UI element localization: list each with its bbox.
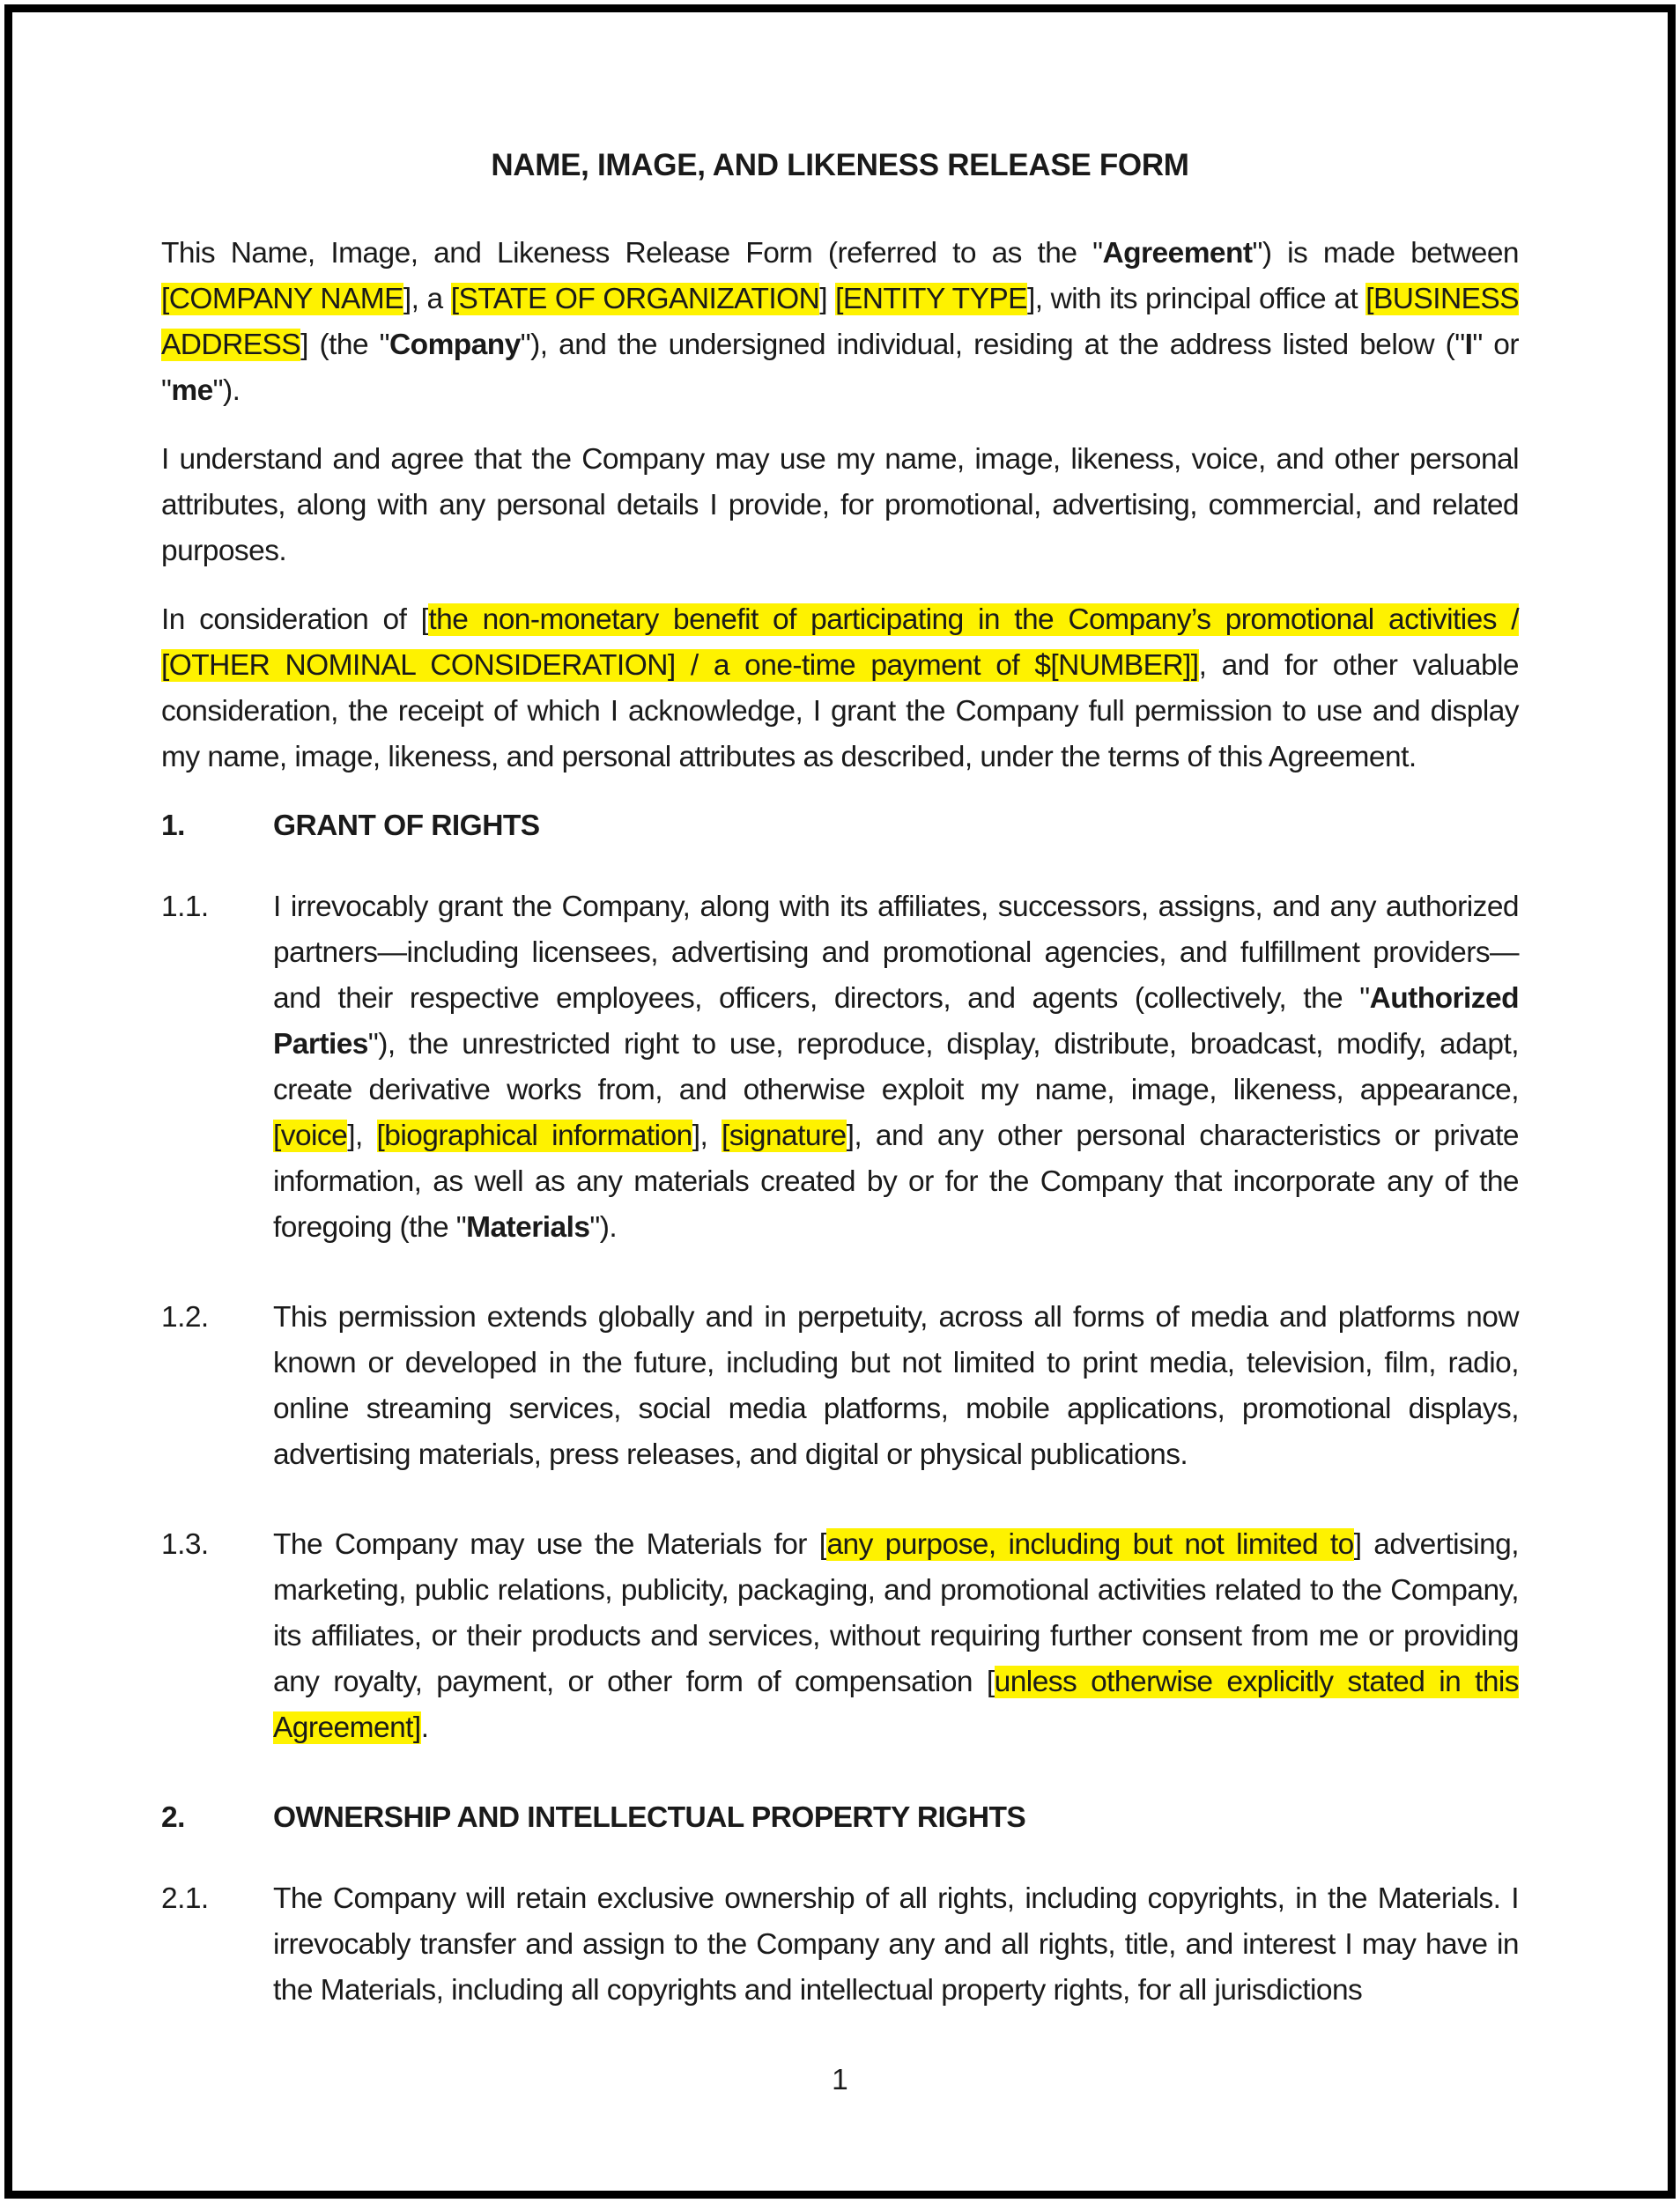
bold-text: Authorized Parties (273, 982, 1519, 1061)
text-run: ] advertising, marketing, public relations, publicity, packaging, and promotional activities related to the Company, its affiliates, or their products and services, without requiring further consent from me or providing any royalty, payment, or other form of compensation [ (273, 1528, 1519, 1698)
section-number: 1. (161, 809, 185, 842)
text-run: "), and the undersigned individual, residing at the address listed below (" (520, 329, 1465, 361)
highlighted-placeholder: [signature (722, 1120, 847, 1152)
text-run: The Company will retain exclusive ownership of all rights, including copyrights, in the Materials. I irrevocably transfer and assign to the Company any and all rights, title, and interest I may have in the Materials, including all copyrights and intellectual property rights, for all jurisdictions (273, 1882, 1519, 2007)
highlighted-placeholder: the non-monetary benefit of participating in the Company’s promotional activities / [OTHER NOMINAL CONSIDERATION] / a one-time payment of $[NUMBER]] (161, 603, 1519, 682)
section-title: GRANT OF RIGHTS (273, 809, 540, 842)
clause-number: 1.1. (161, 891, 209, 923)
bold-text: Materials (466, 1211, 590, 1244)
document-title: NAME, IMAGE, AND LIKENESS RELEASE FORM (491, 148, 1189, 182)
clause-text (273, 1876, 1519, 2014)
text-run: "). (212, 374, 241, 407)
text-run: "), the unrestricted right to use, reproduce, display, distribute, broadcast, modify, adapt, create derivative works from, and otherwise exploit my name, image, likeness, appearance, (273, 1028, 1519, 1106)
bold-text: me (171, 374, 213, 407)
highlighted-placeholder: [STATE OF ORGANIZATION (450, 283, 820, 315)
text-run: ], (347, 1120, 377, 1152)
highlighted-placeholder: [COMPANY NAME (161, 283, 403, 315)
paragraph (161, 231, 1519, 414)
page-number: 1 (832, 2064, 848, 2096)
text-run: ], with its principal office at (1026, 283, 1366, 315)
text-run: ") is made between (1252, 237, 1519, 270)
paragraph (161, 437, 1519, 574)
clause-number: 2.1. (161, 1882, 209, 1915)
highlighted-placeholder: [biographical information (376, 1120, 692, 1152)
document-content (161, 148, 1519, 2058)
text-run: I irrevocably grant the Company, along with its affiliates, successors, assigns, and any authorized partners—including licensees, advertising and promotional agencies, and fulfillment providers—and their respective employees, officers, directors, and agents (collectively, the " (273, 891, 1519, 1015)
text-run: " or " (161, 329, 1519, 407)
text-run: ], a (403, 283, 451, 315)
highlighted-placeholder: [ENTITY TYPE (835, 283, 1027, 315)
text-run: ] (the " (300, 329, 390, 361)
text-run: I understand and agree that the Company may use my name, image, likeness, voice, and other personal attributes, along with any personal details I provide, for promotional, advertising, commercial, and related purposes. (161, 443, 1519, 567)
text-run: In consideration of [ (161, 603, 429, 636)
bold-text: I (1464, 329, 1473, 361)
text-run: This Name, Image, and Likeness Release Form (referred to as the " (161, 237, 1103, 270)
highlighted-placeholder: unless otherwise explicitly stated in this Agreement] (273, 1666, 1520, 1744)
bold-text: Agreement (1102, 237, 1253, 270)
clause-text (273, 884, 1519, 1251)
numbered-clause (161, 1522, 1519, 1751)
text-run: , and for other valuable consideration, the receipt of which I acknowledge, I grant the Company full permission to use and display my name, image, likeness, and personal attributes as described, under the terms of this Agreement. (161, 649, 1519, 773)
clause-text (273, 1295, 1519, 1478)
text-run: "). (589, 1211, 618, 1244)
clause-text (273, 1522, 1519, 1751)
section-heading (161, 803, 1519, 849)
text-run: ] (819, 283, 836, 315)
highlighted-placeholder: [BUSINESS ADDRESS (161, 283, 1519, 361)
text-run: This permission extends globally and in perpetuity, across all forms of media and platforms now known or developed in the future, including but not limited to print media, television, film, radio, online streaming services, social media platforms, mobile applications, promotional displays, advertising materials, press releases, and digital or physical publications. (273, 1301, 1519, 1471)
section-number: 2. (161, 1801, 185, 1834)
clause-number: 1.3. (161, 1528, 209, 1561)
text-run: The Company may use the Materials for [ (273, 1528, 827, 1561)
section-heading (161, 1795, 1519, 1841)
highlighted-placeholder: [voice (273, 1120, 348, 1152)
paragraph (161, 597, 1519, 780)
text-run: . (420, 1711, 429, 1744)
text-run: ], and any other personal characteristics or private information, as well as any materials created by or for the Company that incorporate any of the foregoing (the " (273, 1120, 1519, 1244)
section-title: OWNERSHIP AND INTELLECTUAL PROPERTY RIGHTS (273, 1801, 1026, 1834)
highlighted-placeholder: any purpose, including but not limited to (826, 1528, 1354, 1561)
clause-number: 1.2. (161, 1301, 209, 1334)
bold-text: Company (389, 329, 521, 361)
numbered-clause (161, 1295, 1519, 1478)
numbered-clause (161, 884, 1519, 1251)
text-run: ], (692, 1120, 722, 1152)
document-body (161, 231, 1519, 2014)
numbered-clause (161, 1876, 1519, 2014)
